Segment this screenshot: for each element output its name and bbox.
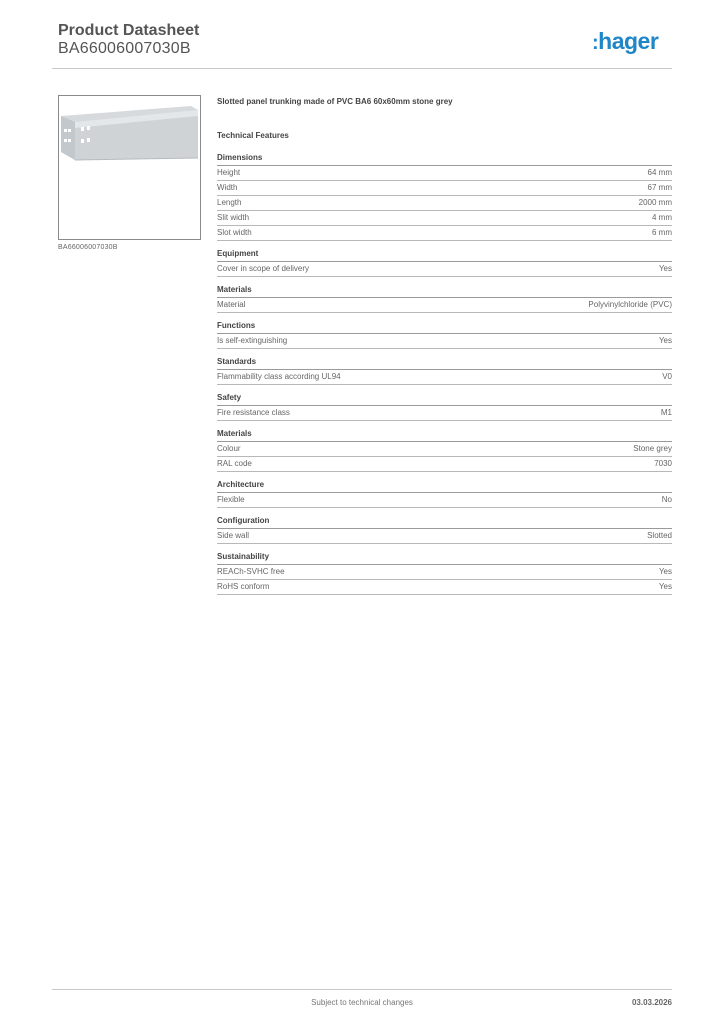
- feature-row: [217, 370, 672, 385]
- feature-label: Width: [217, 183, 238, 192]
- feature-value: V0: [662, 372, 672, 381]
- feature-value: 64 mm: [647, 168, 672, 177]
- feature-value: Slotted: [647, 531, 672, 540]
- feature-value: 67 mm: [647, 183, 672, 192]
- feature-section: [217, 478, 672, 508]
- feature-value: Yes: [658, 582, 672, 591]
- feature-label: Fire resistance class: [217, 408, 290, 417]
- feature-value: 2000 mm: [638, 198, 672, 207]
- section-title: Materials: [217, 427, 672, 442]
- section-title: Standards: [217, 355, 672, 370]
- footer-divider: [52, 989, 672, 990]
- feature-value: M1: [660, 408, 672, 417]
- feature-label: RAL code: [217, 459, 252, 468]
- feature-section: [217, 550, 672, 595]
- feature-row: [217, 580, 672, 595]
- feature-row: [217, 262, 672, 277]
- section-title: Functions: [217, 319, 672, 334]
- feature-row: [217, 298, 672, 313]
- footer-date: 03.03.2026: [631, 998, 672, 1007]
- feature-section: [217, 427, 672, 472]
- feature-row: [217, 529, 672, 544]
- feature-label: Is self-extinguishing: [217, 336, 288, 345]
- feature-row: [217, 406, 672, 421]
- feature-row: [217, 442, 672, 457]
- feature-value: Stone grey: [633, 444, 672, 453]
- section-title: Dimensions: [217, 151, 672, 166]
- logo-colon-icon: :: [592, 32, 599, 54]
- feature-label: REACh-SVHC free: [217, 567, 285, 576]
- feature-row: [217, 334, 672, 349]
- logo-text: hager: [598, 28, 659, 54]
- feature-row: [217, 166, 672, 181]
- feature-row: [217, 211, 672, 226]
- product-description: Slotted panel trunking made of PVC BA6 60x60mm stone grey: [217, 97, 453, 106]
- product-code: BA66006007030B: [58, 40, 191, 57]
- technical-features-heading: Technical Features: [217, 131, 289, 140]
- feature-label: Material: [217, 300, 246, 309]
- feature-value: 6 mm: [652, 228, 672, 237]
- feature-section: [217, 391, 672, 421]
- product-image: [58, 95, 201, 240]
- page-title: Product Datasheet: [58, 22, 200, 39]
- feature-label: Colour: [217, 444, 241, 453]
- feature-row: [217, 457, 672, 472]
- feature-value: Yes: [658, 567, 672, 576]
- feature-section: [217, 247, 672, 277]
- section-title: Materials: [217, 283, 672, 298]
- feature-section: [217, 355, 672, 385]
- feature-label: Slit width: [217, 213, 250, 222]
- feature-label: Cover in scope of delivery: [217, 264, 310, 273]
- header-divider: [52, 68, 672, 69]
- feature-row: [217, 565, 672, 580]
- trunking-illustration-icon: [59, 96, 200, 239]
- feature-label: Height: [217, 168, 241, 177]
- feature-value: 4 mm: [652, 213, 672, 222]
- feature-section: [217, 283, 672, 313]
- feature-row: [217, 226, 672, 241]
- datasheet-content: [217, 95, 672, 601]
- feature-row: [217, 181, 672, 196]
- feature-label: Slot width: [217, 228, 252, 237]
- feature-value: No: [661, 495, 672, 504]
- hager-logo: [592, 28, 658, 55]
- footer-note: Subject to technical changes: [311, 998, 413, 1007]
- section-title: Sustainability: [217, 550, 672, 565]
- feature-value: 7030: [654, 459, 672, 468]
- feature-label: Flexible: [217, 495, 245, 504]
- image-caption: BA66006007030B: [58, 244, 118, 251]
- section-title: Configuration: [217, 514, 672, 529]
- feature-sections: [217, 151, 672, 595]
- feature-value: Yes: [658, 264, 672, 273]
- feature-section: [217, 151, 672, 241]
- section-title: Equipment: [217, 247, 672, 262]
- section-title: Safety: [217, 391, 672, 406]
- section-title: Architecture: [217, 478, 672, 493]
- feature-section: [217, 319, 672, 349]
- feature-section: [217, 514, 672, 544]
- feature-value: Polyvinylchloride (PVC): [588, 300, 672, 309]
- feature-row: [217, 493, 672, 508]
- feature-label: Length: [217, 198, 242, 207]
- feature-value: Yes: [658, 336, 672, 345]
- feature-label: RoHS conform: [217, 582, 270, 591]
- feature-label: Flammability class according UL94: [217, 372, 341, 381]
- feature-label: Side wall: [217, 531, 250, 540]
- feature-row: [217, 196, 672, 211]
